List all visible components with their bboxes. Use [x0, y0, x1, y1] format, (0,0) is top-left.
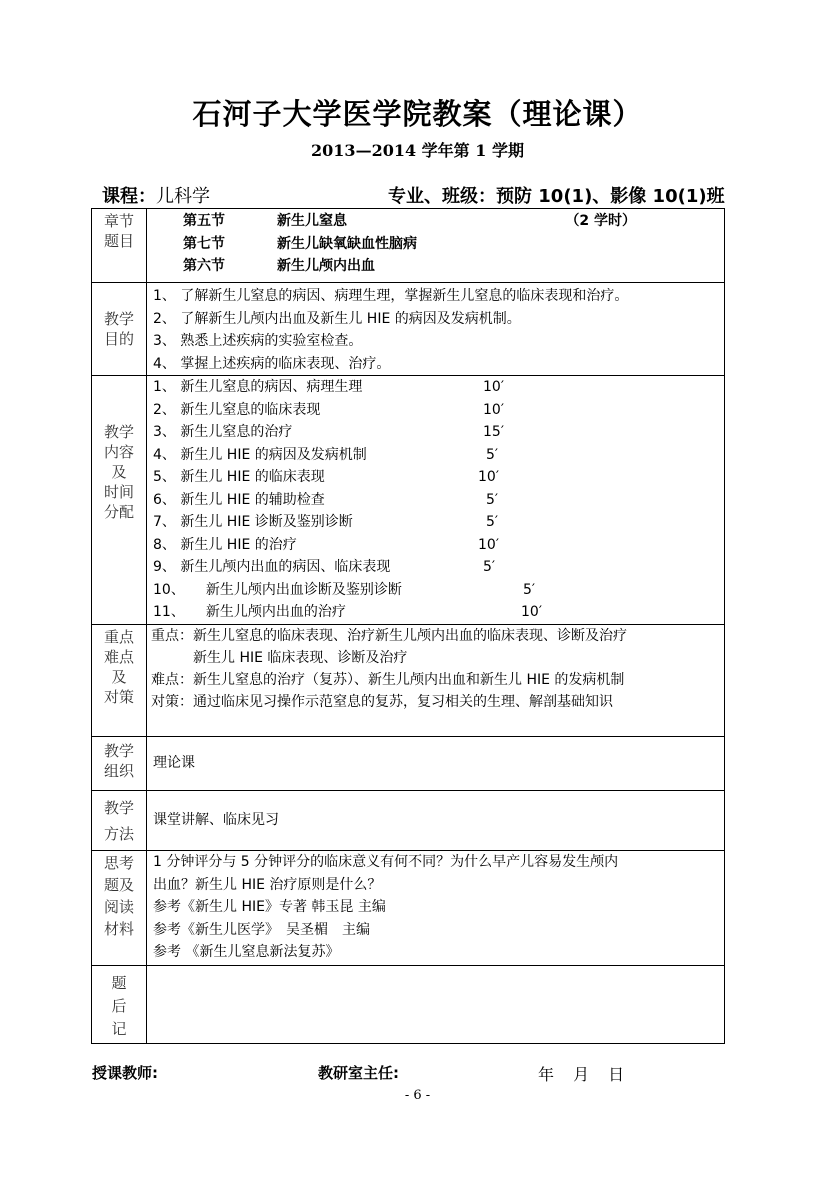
- director-signature-label: 教研室主任:: [318, 1064, 399, 1082]
- content-minutes: 10′: [478, 536, 499, 553]
- postscript-row: [92, 966, 725, 1044]
- keypoint-line: 难点：新生儿窒息的治疗（复苏）、新生儿颅内出血和新生儿 HIE 的发病机制: [151, 672, 625, 688]
- goals-row: [92, 283, 725, 376]
- content-minutes: 5′: [486, 514, 499, 530]
- goal-item: 2、 了解新生儿颅内出血及新生儿 HIE 的病因及发病机制。: [153, 310, 521, 327]
- semester-subtitle: 2013—2014 学年第 1 学期: [311, 141, 524, 160]
- chapter-content: [147, 209, 725, 283]
- date-field: 年 月 日: [538, 1065, 625, 1084]
- major-label: 专业、班级：: [388, 186, 496, 207]
- reference-line: 参考 《新生儿窒息新法复苏》: [153, 944, 340, 960]
- content-minutes: 10′: [483, 379, 504, 395]
- reference-line: 参考《新生儿 HIE》专著 韩玉昆 主编: [153, 899, 386, 915]
- keypoints-row: [92, 625, 725, 737]
- lesson-plan-table: [91, 208, 725, 1044]
- chapter-hours: （2 学时）: [565, 213, 636, 229]
- page-number: - 6 -: [404, 1088, 431, 1103]
- content-item: 11、 新生儿颅内出血的治疗 10′: [153, 601, 724, 624]
- question-line: 出血？新生儿 HIE 治疗原则是什么？: [153, 876, 382, 893]
- chapter-item: 第六节 新生儿颅内出血: [183, 258, 375, 274]
- content-minutes: 10′: [521, 604, 542, 620]
- goals-content: [147, 283, 725, 376]
- organization-value: 理论课: [147, 737, 725, 791]
- content-minutes: 10′: [478, 469, 499, 485]
- content-minutes: 10′: [483, 401, 504, 418]
- content-minutes: 5′: [486, 446, 499, 463]
- questions-row: [92, 851, 725, 966]
- questions-content: [147, 851, 725, 966]
- content-minutes: 5′: [523, 581, 536, 598]
- content-label: 教学 内容 及 时间 分配: [92, 376, 147, 625]
- content-list: [147, 376, 725, 625]
- content-item: 3、 新生儿窒息的治疗 15′: [153, 421, 724, 444]
- content-item: 6、 新生儿 HIE 的辅助检查 5′: [153, 489, 724, 512]
- goals-label: 教学 目的: [92, 283, 147, 376]
- reference-line: 参考《新生儿医学》 吴圣楣 主编: [153, 921, 370, 938]
- keypoint-line: 重点：新生儿窒息的临床表现、治疗新生儿颅内出血的临床表现、诊断及治疗: [151, 628, 627, 644]
- method-label: 教学 方法: [92, 791, 147, 851]
- content-minutes: 5′: [483, 559, 496, 575]
- content-item: 2、 新生儿窒息的临床表现 10′: [153, 399, 724, 422]
- method-row: [92, 791, 725, 851]
- content-item: 4、 新生儿 HIE 的病因及发病机制 5′: [153, 444, 724, 467]
- course-field: [102, 182, 210, 208]
- chapter-item: 第五节 新生儿窒息 （2 学时）: [153, 210, 724, 233]
- question-line: 1 分钟评分与 5 分钟评分的临床意义有何不同？为什么早产儿容易发生颅内: [153, 854, 619, 870]
- page-title: 石河子大学医学院教案（理论课）: [192, 97, 643, 131]
- content-item: 10、 新生儿颅内出血诊断及鉴别诊断 5′: [153, 579, 724, 602]
- teacher-signature-label: 授课教师:: [92, 1064, 158, 1082]
- course-value: 儿科学: [156, 186, 210, 207]
- keypoints-content: [147, 625, 725, 737]
- keypoint-line: 对策：通过临床见习操作示范窒息的复苏，复习相关的生理、解剖基础知识: [151, 694, 613, 710]
- organization-label: 教学 组织: [92, 737, 147, 791]
- method-value: 课堂讲解、临床见习: [147, 791, 725, 851]
- keypoints-label: 重点 难点 及 对策: [92, 625, 147, 737]
- content-item: 8、 新生儿 HIE 的治疗 10′: [153, 534, 724, 557]
- organization-row: [92, 737, 725, 791]
- major-class-field: [388, 182, 725, 208]
- chapter-label: 章节 题目: [92, 209, 147, 283]
- content-row: [92, 376, 725, 625]
- goal-item: 4、 掌握上述疾病的临床表现、治疗。: [153, 355, 391, 372]
- goal-item: 3、 熟悉上述疾病的实验室检查。: [153, 333, 363, 349]
- content-minutes: 15′: [483, 424, 504, 440]
- content-item: 9、 新生儿颅内出血的病因、临床表现 5′: [153, 556, 724, 579]
- major-value: 预防 10(1)、影像 10(1)班: [496, 186, 725, 207]
- postscript-label: 题 后 记: [92, 966, 147, 1044]
- postscript-value: [147, 966, 725, 1044]
- content-minutes: 5′: [486, 491, 499, 508]
- content-item: 1、 新生儿窒息的病因、病理生理 10′: [153, 376, 724, 399]
- content-item: 5、 新生儿 HIE 的临床表现 10′: [153, 466, 724, 489]
- content-item: 7、 新生儿 HIE 诊断及鉴别诊断 5′: [153, 511, 724, 534]
- questions-label: 思考 题及 阅读 材料: [92, 851, 147, 966]
- course-label: 课程：: [102, 186, 156, 207]
- keypoint-line: 新生儿 HIE 临床表现、诊断及治疗: [151, 650, 408, 666]
- chapter-item: 第七节 新生儿缺氧缺血性脑病: [183, 235, 417, 252]
- chapter-row: [92, 209, 725, 283]
- goal-item: 1、 了解新生儿窒息的病因、病理生理，掌握新生儿窒息的临床表现和治疗。: [153, 288, 629, 304]
